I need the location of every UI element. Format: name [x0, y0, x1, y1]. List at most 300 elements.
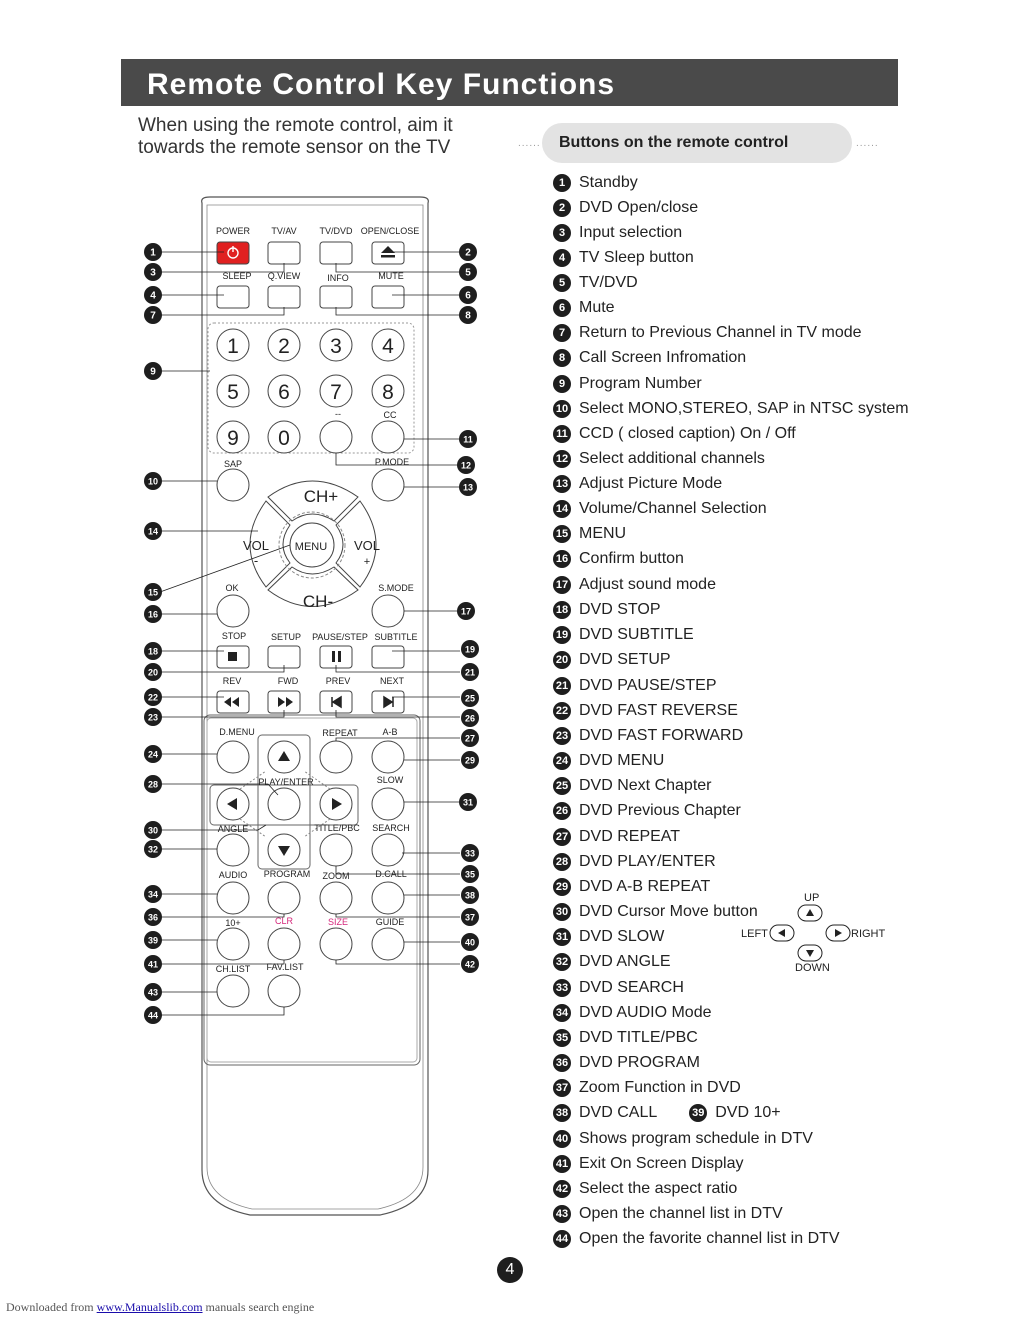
- item-description: DVD Open/close: [579, 199, 699, 216]
- item-number-badge: 38: [553, 1104, 571, 1122]
- item-description: Input selection: [579, 224, 683, 241]
- callout-marker: [461, 729, 479, 747]
- item-number-badge: 35: [553, 1029, 571, 1047]
- item-description: Return to Previous Channel in TV mode: [579, 324, 862, 341]
- callout-number: 4: [150, 290, 156, 302]
- vol-plus-label: VOL: [353, 538, 381, 553]
- function-item: [553, 878, 710, 903]
- callout-number: 12: [460, 460, 472, 471]
- label-mute: MUTE: [378, 271, 404, 281]
- callout-number: 33: [464, 848, 476, 859]
- digit-9-label: 9: [227, 427, 239, 450]
- callout-marker: [144, 522, 162, 540]
- label-repeat: REPEAT: [322, 728, 358, 738]
- item-number-badge: 33: [553, 979, 571, 997]
- callout-number: 29: [464, 755, 476, 766]
- item-description: Volume/Channel Selection: [579, 500, 767, 517]
- callout-marker: [461, 640, 479, 658]
- label-setup: SETUP: [270, 632, 302, 642]
- callout-marker: [461, 908, 479, 926]
- item-number-badge: 24: [553, 752, 571, 770]
- item-description: DVD STOP: [579, 601, 661, 618]
- callout-number: 18: [147, 646, 159, 657]
- label-sleep: SLEEP: [222, 271, 252, 281]
- page-title: Remote Control Key Functions: [147, 68, 616, 101]
- label-rev: REV: [222, 676, 242, 686]
- callout-marker: [144, 688, 162, 706]
- label-smode: S.MODE: [378, 583, 414, 593]
- callout-marker: [461, 955, 479, 973]
- callout-number: 28: [147, 779, 159, 790]
- item-number-badge: 16: [553, 550, 571, 568]
- function-item: [553, 375, 702, 400]
- item-description: Program Number: [579, 375, 702, 392]
- item-description: DVD SETUP: [579, 651, 671, 668]
- size-button[interactable]: [320, 928, 352, 960]
- digit-6-label: 6: [278, 381, 290, 404]
- sap-button[interactable]: [217, 469, 249, 501]
- label-prev: PREV: [325, 676, 351, 686]
- cursor-down-icon: [797, 944, 823, 962]
- callout-number: 16: [147, 609, 159, 620]
- plus-label: +: [363, 556, 371, 568]
- item-number-badge: 14: [553, 500, 571, 518]
- function-item: [553, 425, 796, 450]
- callout-number: 21: [464, 667, 476, 678]
- callout-marker: [144, 708, 162, 726]
- item-description: DVD Cursor Move button: [579, 903, 758, 920]
- item-number-badge: 29: [553, 878, 571, 896]
- info-button[interactable]: [320, 286, 352, 308]
- item-number-badge: 12: [553, 450, 571, 468]
- program-button[interactable]: [268, 882, 300, 914]
- play-enter-button[interactable]: [268, 788, 300, 820]
- function-item: [553, 199, 698, 224]
- callout-marker: [461, 886, 479, 904]
- function-item: [553, 651, 671, 676]
- callout-marker: [459, 793, 477, 811]
- label-guide: GUIDE: [375, 917, 405, 927]
- function-item: [553, 1180, 737, 1205]
- footer-suffix: manuals search engine: [202, 1300, 315, 1314]
- footer-prefix: Downloaded from: [6, 1300, 97, 1314]
- label-fwd: FWD: [277, 676, 299, 686]
- callout-number: 15: [147, 587, 159, 598]
- callout-number: 38: [464, 890, 476, 901]
- callout-number: 2: [465, 247, 471, 259]
- item-description: Select the aspect ratio: [579, 1180, 738, 1197]
- item-description: DVD SLOW: [579, 928, 665, 945]
- item-description: Open the favorite channel list in DTV: [579, 1230, 840, 1247]
- callout-number: 31: [462, 797, 474, 808]
- search-button[interactable]: [372, 834, 404, 866]
- item-number-badge: 40: [553, 1130, 571, 1148]
- callout-number: 27: [464, 733, 476, 744]
- item-number-badge: 43: [553, 1205, 571, 1223]
- smode-button[interactable]: [372, 595, 404, 627]
- label-info: INFO: [327, 273, 349, 283]
- title-banner: [121, 59, 898, 106]
- eject-icon-bar: [381, 255, 395, 258]
- callout-number: 37: [464, 912, 476, 923]
- item-description: Confirm button: [579, 550, 684, 567]
- label-tvav: TV/AV: [271, 226, 297, 236]
- item-number-badge: 44: [553, 1230, 571, 1248]
- callout-number: 40: [464, 937, 476, 948]
- item-description: DVD REPEAT: [579, 828, 681, 845]
- item-number-badge: 39: [689, 1104, 707, 1122]
- digit-7-label: 7: [330, 381, 342, 404]
- function-item: [553, 1130, 813, 1155]
- callout-number: 25: [464, 693, 476, 704]
- callout-marker: [461, 844, 479, 862]
- ch-down-label: CH-: [302, 592, 334, 611]
- callout-marker: [144, 605, 162, 623]
- item-description: Standby: [579, 174, 638, 191]
- callout-number: 39: [147, 935, 159, 946]
- item-description: DVD 10+: [715, 1104, 781, 1121]
- item-number-badge: 1: [553, 174, 571, 192]
- label-power: POWER: [215, 226, 251, 236]
- label-zoom: ZOOM: [322, 871, 350, 881]
- callout-marker: [461, 751, 479, 769]
- label-angle: ANGLE: [217, 824, 249, 834]
- callout-number: 44: [147, 1010, 159, 1021]
- item-number-badge: 15: [553, 525, 571, 543]
- item-number-badge: 5: [553, 274, 571, 292]
- callout-number: 30: [147, 825, 159, 836]
- callout-marker: [459, 478, 477, 496]
- function-item: [553, 626, 694, 651]
- callout-number: 11: [463, 434, 473, 445]
- callout-marker: [144, 642, 162, 660]
- intro-line-1: When using the remote control, aim it: [138, 115, 453, 136]
- power-button[interactable]: [217, 242, 249, 264]
- function-item: [553, 727, 743, 752]
- label-ten: 10+: [225, 918, 241, 928]
- function-item: [553, 1205, 783, 1230]
- callout-marker: [144, 908, 162, 926]
- mute-button[interactable]: [372, 286, 404, 308]
- minus-label: -: [253, 553, 259, 568]
- intro-text: [138, 115, 453, 159]
- callout-marker: [144, 243, 162, 261]
- ok-button[interactable]: [217, 595, 249, 627]
- pause-step-button[interactable]: [320, 646, 352, 668]
- pause-icon-left: [332, 651, 335, 662]
- callout-marker: [461, 709, 479, 727]
- remote-svg: [140, 195, 490, 1235]
- item-description: DVD Next Chapter: [579, 777, 712, 794]
- callout-number: 35: [464, 869, 476, 880]
- label-chlist: CH.LIST: [215, 964, 251, 974]
- vol-minus-label: VOL: [242, 538, 270, 553]
- callout-marker: [144, 840, 162, 858]
- function-item: [553, 953, 671, 978]
- label-dash: --: [335, 409, 341, 419]
- cursor-left-label: LEFT: [741, 928, 768, 940]
- cc-button[interactable]: [372, 421, 404, 453]
- label-playenter: PLAY/ENTER: [258, 777, 314, 787]
- callout-number: 9: [150, 366, 156, 378]
- function-item: [553, 1004, 711, 1029]
- sleep-button[interactable]: [217, 286, 249, 308]
- qview-button[interactable]: [268, 286, 300, 308]
- guide-button[interactable]: [372, 928, 404, 960]
- item-number-badge: 9: [553, 375, 571, 393]
- tvdvd-button[interactable]: [320, 242, 352, 264]
- item-description: Open the channel list in DTV: [579, 1205, 783, 1222]
- slow-button[interactable]: [372, 788, 404, 820]
- item-number-badge: 21: [553, 677, 571, 695]
- digit-2-label: 2: [278, 335, 290, 358]
- callout-number: 5: [465, 267, 471, 279]
- ch-up-label: CH+: [303, 487, 339, 506]
- item-extra: [689, 1104, 780, 1122]
- item-description: MENU: [579, 525, 627, 542]
- function-item: [553, 928, 664, 953]
- item-number-badge: 4: [553, 249, 571, 267]
- callout-marker: [461, 663, 479, 681]
- callout-marker: [461, 865, 479, 883]
- callout-marker: [144, 286, 162, 304]
- remote-illustration: [140, 195, 490, 1235]
- callout-marker: [144, 885, 162, 903]
- function-item: [553, 853, 716, 878]
- item-description: DVD AUDIO Mode: [579, 1004, 712, 1021]
- callout-number: 41: [147, 959, 159, 970]
- subtitle-button[interactable]: [372, 646, 404, 668]
- item-description: DVD PLAY/ENTER: [579, 853, 716, 870]
- item-number-badge: 34: [553, 1004, 571, 1022]
- function-item: [553, 903, 758, 928]
- label-stop: STOP: [221, 631, 247, 641]
- label-tvdvd: TV/DVD: [319, 226, 353, 236]
- pmode-button[interactable]: [372, 469, 404, 501]
- callout-marker: [144, 263, 162, 281]
- item-description: DVD PROGRAM: [579, 1054, 700, 1071]
- function-item: [553, 802, 741, 827]
- callout-marker: [144, 745, 162, 763]
- callout-number: 24: [147, 749, 159, 760]
- function-item: [553, 601, 661, 626]
- item-description: TV Sleep button: [579, 249, 694, 266]
- function-item: [553, 349, 746, 374]
- callout-marker: [144, 1006, 162, 1024]
- setup-button[interactable]: [268, 646, 300, 668]
- callout-marker: [459, 430, 477, 448]
- audio-button[interactable]: [217, 882, 249, 914]
- function-item: [553, 525, 626, 550]
- item-number-badge: 26: [553, 802, 571, 820]
- callout-marker: [457, 456, 475, 474]
- function-item: [553, 450, 765, 475]
- callout-marker: [459, 243, 477, 261]
- item-number-badge: 41: [553, 1155, 571, 1173]
- item-number-badge: 2: [553, 199, 571, 217]
- function-item: [553, 777, 712, 802]
- item-description: Select additional channels: [579, 450, 765, 467]
- item-description: CCD ( closed caption) On / Off: [579, 425, 796, 442]
- label-search: SEARCH: [372, 823, 410, 833]
- label-audio: AUDIO: [218, 870, 248, 880]
- callout-number: 19: [464, 644, 476, 655]
- item-number-badge: 32: [553, 953, 571, 971]
- title-pbc-button[interactable]: [320, 834, 352, 866]
- label-ab: A-B: [382, 727, 398, 737]
- ten-plus-button[interactable]: [217, 928, 249, 960]
- function-item: [553, 174, 638, 199]
- callout-number: 26: [464, 713, 476, 724]
- callout-number: 32: [147, 844, 159, 855]
- repeat-button[interactable]: [320, 741, 352, 773]
- item-number-badge: 31: [553, 928, 571, 946]
- function-item: [553, 249, 694, 274]
- item-description: TV/DVD: [579, 274, 638, 291]
- item-description: DVD PAUSE/STEP: [579, 677, 717, 694]
- cursor-right-label: RIGHT: [851, 928, 886, 940]
- chlist-button[interactable]: [217, 975, 249, 1007]
- function-item: [553, 828, 680, 853]
- item-description: Adjust sound mode: [579, 576, 716, 593]
- label-openclose: OPEN/CLOSE: [360, 226, 420, 236]
- favlist-button[interactable]: [268, 975, 300, 1007]
- function-item: [553, 752, 664, 777]
- label-clr: CLR: [274, 916, 294, 926]
- angle-button[interactable]: [217, 834, 249, 866]
- dcall-button[interactable]: [372, 882, 404, 914]
- page-number: 4: [497, 1257, 523, 1283]
- label-dmenu: D.MENU: [219, 727, 255, 737]
- callout-marker: [144, 472, 162, 490]
- item-number-badge: 22: [553, 702, 571, 720]
- function-item: [553, 400, 909, 425]
- dots-right: ......: [856, 138, 879, 149]
- item-description: DVD Previous Chapter: [579, 802, 741, 819]
- digit-3-label: 3: [330, 335, 342, 358]
- cursor-up-label: UP: [804, 892, 820, 904]
- callout-number: 13: [462, 482, 474, 493]
- callout-number: 8: [465, 310, 471, 322]
- item-description: DVD MENU: [579, 752, 665, 769]
- callout-marker: [144, 983, 162, 1001]
- item-number-badge: 25: [553, 777, 571, 795]
- callout-marker: [144, 955, 162, 973]
- pause-icon-right: [338, 651, 341, 662]
- item-number-badge: 18: [553, 601, 571, 619]
- callout-number: 6: [465, 290, 471, 302]
- item-number-badge: 10: [553, 400, 571, 418]
- zoom-button[interactable]: [320, 882, 352, 914]
- callout-number: 42: [464, 959, 476, 970]
- function-item: [553, 1155, 744, 1180]
- label-size: SIZE: [327, 917, 349, 927]
- callout-marker: [144, 821, 162, 839]
- item-description: Call Screen Infromation: [579, 349, 747, 366]
- function-item: [553, 576, 716, 601]
- callout-number: 23: [147, 712, 159, 723]
- item-number-badge: 27: [553, 828, 571, 846]
- item-number-badge: 17: [553, 576, 571, 594]
- item-description: DVD SUBTITLE: [579, 626, 694, 643]
- function-item: [553, 979, 684, 1004]
- label-favlist: FAV.LIST: [266, 962, 304, 972]
- stop-icon: [228, 652, 237, 661]
- function-item: [553, 475, 722, 500]
- cursor-diagram: [738, 892, 898, 974]
- digit-1-label: 1: [227, 335, 239, 358]
- dash-button[interactable]: [320, 421, 352, 453]
- digit-5-label: 5: [227, 381, 239, 404]
- function-item: [553, 500, 767, 525]
- footer: [6, 1300, 314, 1315]
- function-item: [553, 274, 638, 299]
- item-description: Shows program schedule in DTV: [579, 1130, 813, 1147]
- ab-button[interactable]: [372, 741, 404, 773]
- section-pill-label: Buttons on the remote control: [559, 134, 789, 151]
- callout-number: 20: [147, 667, 159, 678]
- label-dcall: D.CALL: [375, 869, 407, 879]
- item-number-badge: 23: [553, 727, 571, 745]
- label-next: NEXT: [379, 676, 405, 686]
- function-item: [553, 702, 738, 727]
- callout-number: 3: [150, 267, 156, 279]
- callout-marker: [144, 931, 162, 949]
- callout-marker: [144, 663, 162, 681]
- digit-8-label: 8: [382, 381, 394, 404]
- callout-marker: [457, 602, 475, 620]
- function-item: [553, 1029, 698, 1054]
- callout-number: 22: [147, 692, 159, 703]
- footer-link[interactable]: www.Manualslib.com: [96, 1300, 203, 1314]
- section-pill: [542, 123, 852, 163]
- function-item: [553, 1079, 741, 1104]
- callout-number: 34: [147, 889, 159, 900]
- item-number-badge: 6: [553, 299, 571, 317]
- callout-marker: [459, 263, 477, 281]
- intro-line-2: towards the remote sensor on the TV: [138, 137, 451, 158]
- callout-marker: [144, 775, 162, 793]
- label-cc: CC: [383, 410, 397, 420]
- digit-4-label: 4: [382, 335, 394, 358]
- item-description: DVD SEARCH: [579, 979, 684, 996]
- callout-marker: [461, 689, 479, 707]
- label-qview: Q.VIEW: [267, 271, 301, 281]
- callout-marker: [144, 583, 162, 601]
- section-header: [518, 123, 880, 163]
- tvav-button[interactable]: [268, 242, 300, 264]
- label-titlepbc: TITLE/PBC: [314, 823, 360, 833]
- callout-marker: [144, 306, 162, 324]
- function-item: [553, 677, 717, 702]
- callout-marker: [461, 933, 479, 951]
- item-description: DVD FAST FORWARD: [579, 727, 744, 744]
- clr-button[interactable]: [268, 928, 300, 960]
- item-number-badge: 3: [553, 224, 571, 242]
- callout-number: 10: [147, 476, 159, 487]
- item-number-badge: 7: [553, 324, 571, 342]
- callout-marker: [459, 286, 477, 304]
- item-description: DVD A-B REPEAT: [579, 878, 711, 895]
- menu-label: MENU: [294, 541, 328, 553]
- callout-marker: [459, 306, 477, 324]
- function-item: [553, 1054, 700, 1079]
- item-description: Exit On Screen Display: [579, 1155, 744, 1172]
- cursor-down-label: DOWN: [795, 962, 830, 974]
- cursor-up-icon: [797, 904, 823, 922]
- item-description: Zoom Function in DVD: [579, 1079, 741, 1096]
- dmenu-button[interactable]: [217, 741, 249, 773]
